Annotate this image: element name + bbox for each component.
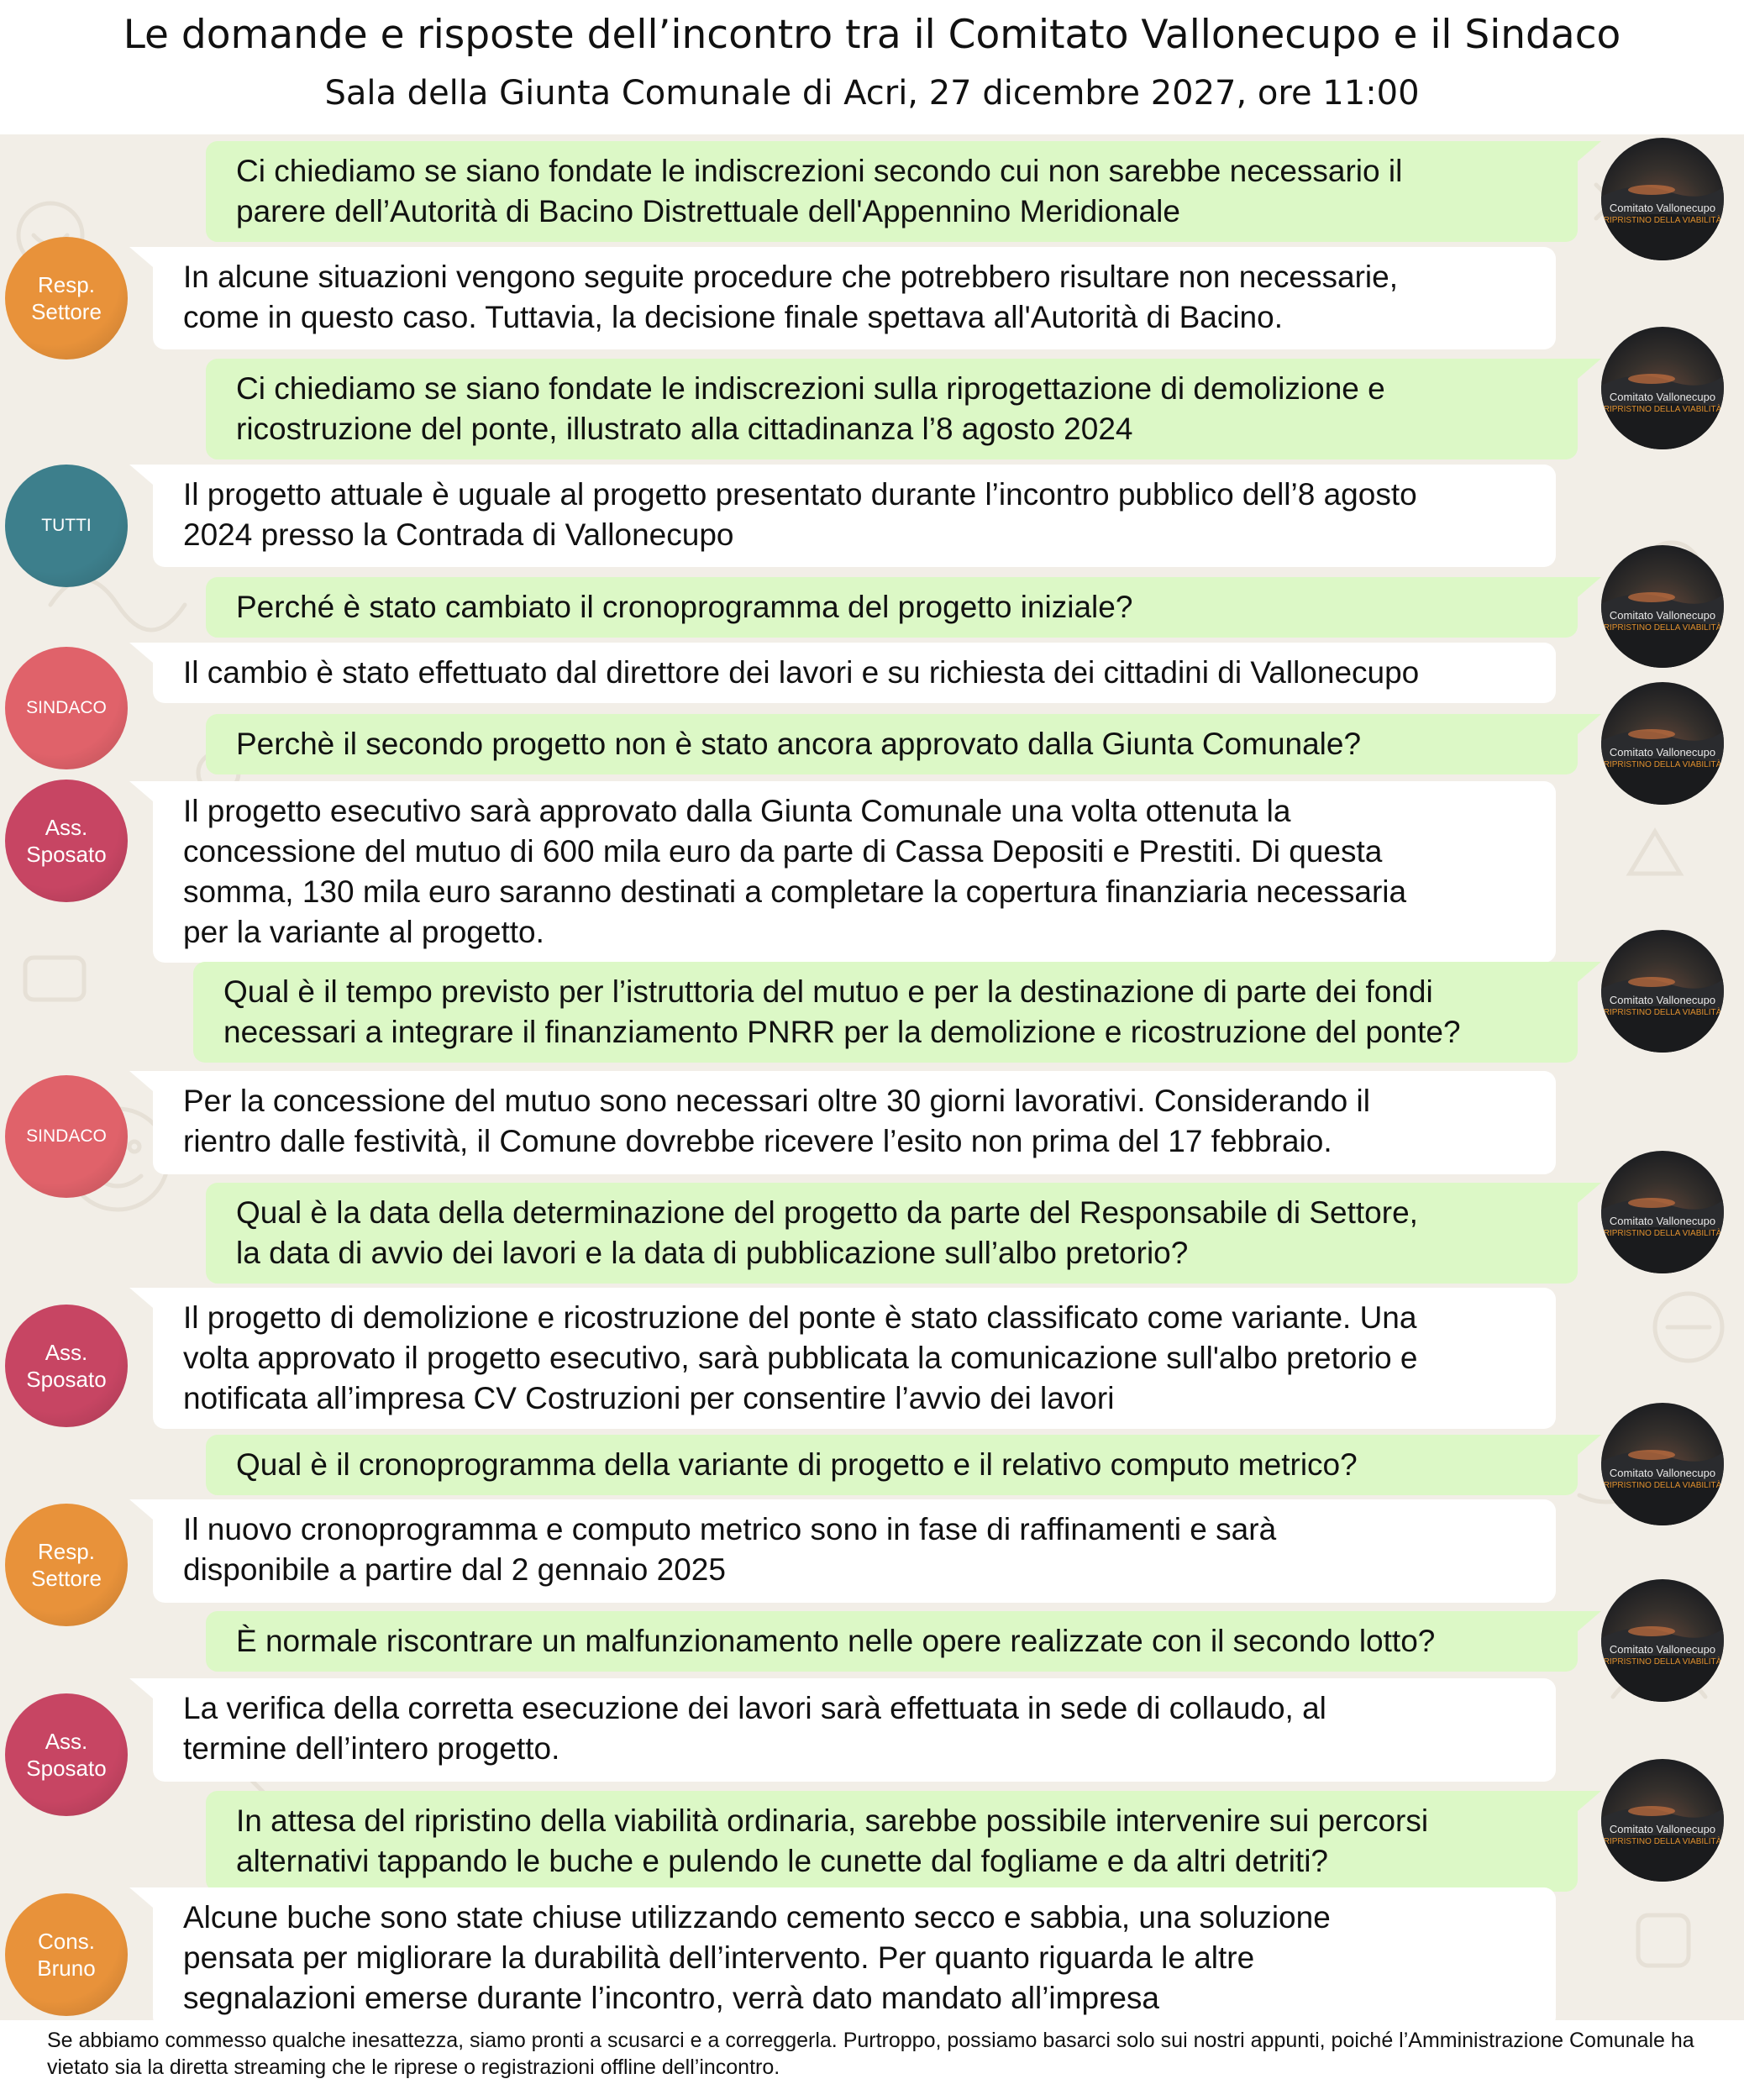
answer-bubble: Il progetto attuale è uguale al progetto presentato durante l’incontro pubblico dell’8 agosto 2024 presso la Contrada di Vallonecupo [153,465,1556,567]
speaker-avatar: Cons. Bruno [5,1893,128,2016]
sunset-landscape-icon [1601,1759,1724,1882]
committee-name: Comitato Vallonecupo [1609,391,1716,403]
speaker-avatar: Resp. Settore [5,1504,128,1626]
committee-avatar [1601,138,1724,260]
committee-name: Comitato Vallonecupo [1609,1643,1716,1656]
question-bubble: Qual è il cronoprogramma della variante di progetto e il relativo computo metrico? [206,1435,1578,1495]
committee-name: Comitato Vallonecupo [1609,994,1716,1006]
sunset-landscape-icon [1601,545,1724,668]
committee-name: Comitato Vallonecupo [1609,1467,1716,1479]
question-bubble: È normale riscontrare un malfunzionamento nelle opere realizzate con il secondo lotto? [206,1611,1578,1672]
committee-avatar [1601,1151,1724,1273]
page-title: Le domande e risposte dell’incontro tra il Comitato Vallonecupo e il Sindaco [123,12,1621,58]
committee-avatar [1601,1759,1724,1882]
committee-tagline: RIPRISTINO DELLA VIABILITÀ [1603,1481,1722,1490]
speaker-avatar: Resp. Settore [5,237,128,360]
sunset-landscape-icon [1601,930,1724,1053]
sunset-landscape-icon [1601,327,1724,449]
committee-avatar [1601,1403,1724,1525]
committee-avatar [1601,327,1724,449]
speaker-avatar: TUTTI [5,465,128,587]
answer-bubble: Il nuovo cronoprogramma e computo metrico sono in fase di raffinamenti e sarà disponibile a partire dal 2 gennaio 2025 [153,1499,1556,1603]
answer-bubble: Per la concessione del mutuo sono necessari oltre 30 giorni lavorativi. Considerando il rientro dalle festività, il Comune dovrebbe ricevere l’esito non prima del 17 febbraio. [153,1071,1556,1174]
committee-tagline: RIPRISTINO DELLA VIABILITÀ [1603,1229,1722,1238]
sunset-landscape-icon [1601,1579,1724,1702]
footer [0,2020,1744,2100]
committee-tagline: RIPRISTINO DELLA VIABILITÀ [1603,216,1722,225]
speaker-avatar: SINDACO [5,1075,128,1198]
committee-tagline: RIPRISTINO DELLA VIABILITÀ [1603,1008,1722,1017]
committee-tagline: RIPRISTINO DELLA VIABILITÀ [1603,623,1722,633]
committee-name: Comitato Vallonecupo [1609,1215,1716,1227]
question-bubble: In attesa del ripristino della viabilità ordinaria, sarebbe possibile intervenire sui percorsi alternativi tappando le buche e pulendo le cunette dal fogliame e da altri detriti? [206,1791,1578,1892]
sunset-landscape-icon [1601,1403,1724,1525]
sunset-landscape-icon [1601,138,1724,260]
question-bubble: Perchè il secondo progetto non è stato ancora approvato dalla Giunta Comunale? [206,714,1578,774]
header [0,0,1744,134]
speaker-avatar: SINDACO [5,647,128,769]
sunset-landscape-icon [1601,1151,1724,1273]
footer-disclaimer: Se abbiamo commesso qualche inesattezza, siamo pronti a scusarci e a correggerla. Purtroppo, possiamo basarci solo sui nostri appunti, poiché l’Amministrazione Comunale ha vietato sia la diretta streaming che le riprese o registrazioni offline dell’incontro. [47,2029,1694,2079]
answer-bubble: Il progetto di demolizione e ricostruzione del ponte è stato classificato come variante. Una volta approvato il progetto esecutivo, sarà pubblicata la comunicazione sull'albo pretorio e notificata all’impresa CV Costruzioni per consentire l’avvio dei lavori [153,1288,1556,1429]
speaker-avatar: Ass. Sposato [5,780,128,902]
answer-bubble: Alcune buche sono state chiuse utilizzando cemento secco e sabbia, una soluzione pensata per migliorare la durabilità dell’intervento. Per quanto riguarda le altre segnalazioni emerse durante l’incontro, verrà dato mandato all’impresa [153,1887,1556,2029]
committee-avatar [1601,682,1724,805]
committee-name: Comitato Vallonecupo [1609,202,1716,214]
question-bubble: Ci chiediamo se siano fondate le indiscrezioni secondo cui non sarebbe necessario il parere dell’Autorità di Bacino Distrettuale dell'Appennino Meridionale [206,141,1578,242]
answer-bubble: In alcune situazioni vengono seguite procedure che potrebbero risultare non necessarie, come in questo caso. Tuttavia, la decisione finale spettava all'Autorità di Bacino. [153,247,1556,349]
question-bubble: Perché è stato cambiato il cronoprogramma del progetto iniziale? [206,577,1578,638]
committee-avatar [1601,545,1724,668]
committee-tagline: RIPRISTINO DELLA VIABILITÀ [1603,1837,1722,1846]
answer-bubble: Il cambio è stato effettuato dal direttore dei lavori e su richiesta dei cittadini di Vallonecupo [153,643,1556,703]
committee-avatar [1601,1579,1724,1702]
question-bubble: Qual è il tempo previsto per l’istruttoria del mutuo e per la destinazione di parte dei fondi necessari a integrare il finanziamento PNRR per la demolizione e ricostruzione del ponte? [193,962,1578,1063]
committee-tagline: RIPRISTINO DELLA VIABILITÀ [1603,405,1722,414]
speaker-avatar: Ass. Sposato [5,1693,128,1816]
answer-bubble: Il progetto esecutivo sarà approvato dalla Giunta Comunale una volta ottenuta la concessione del mutuo di 600 mila euro da parte di Cassa Depositi e Prestiti. Di questa somma, 130 mila euro saranno destinati a completare la copertura finanziaria necessaria per la variante al progetto. [153,781,1556,963]
sunset-landscape-icon [1601,682,1724,805]
committee-name: Comitato Vallonecupo [1609,609,1716,622]
page-subtitle: Sala della Giunta Comunale di Acri, 27 dicembre 2027, ore 11:00 [324,74,1420,113]
question-bubble: Qual è la data della determinazione del progetto da parte del Responsabile di Settore, la data di avvio dei lavori e la data di pubblicazione sull’albo pretorio? [206,1183,1578,1284]
committee-tagline: RIPRISTINO DELLA VIABILITÀ [1603,1657,1722,1667]
committee-name: Comitato Vallonecupo [1609,1823,1716,1835]
speaker-avatar: Ass. Sposato [5,1305,128,1427]
committee-avatar [1601,930,1724,1053]
question-bubble: Ci chiediamo se siano fondate le indiscrezioni sulla riprogettazione di demolizione e ricostruzione del ponte, illustrato alla cittadinanza l’8 agosto 2024 [206,359,1578,459]
answer-bubble: La verifica della corretta esecuzione dei lavori sarà effettuata in sede di collaudo, al termine dell’intero progetto. [153,1678,1556,1782]
committee-tagline: RIPRISTINO DELLA VIABILITÀ [1603,760,1722,769]
committee-name: Comitato Vallonecupo [1609,746,1716,759]
